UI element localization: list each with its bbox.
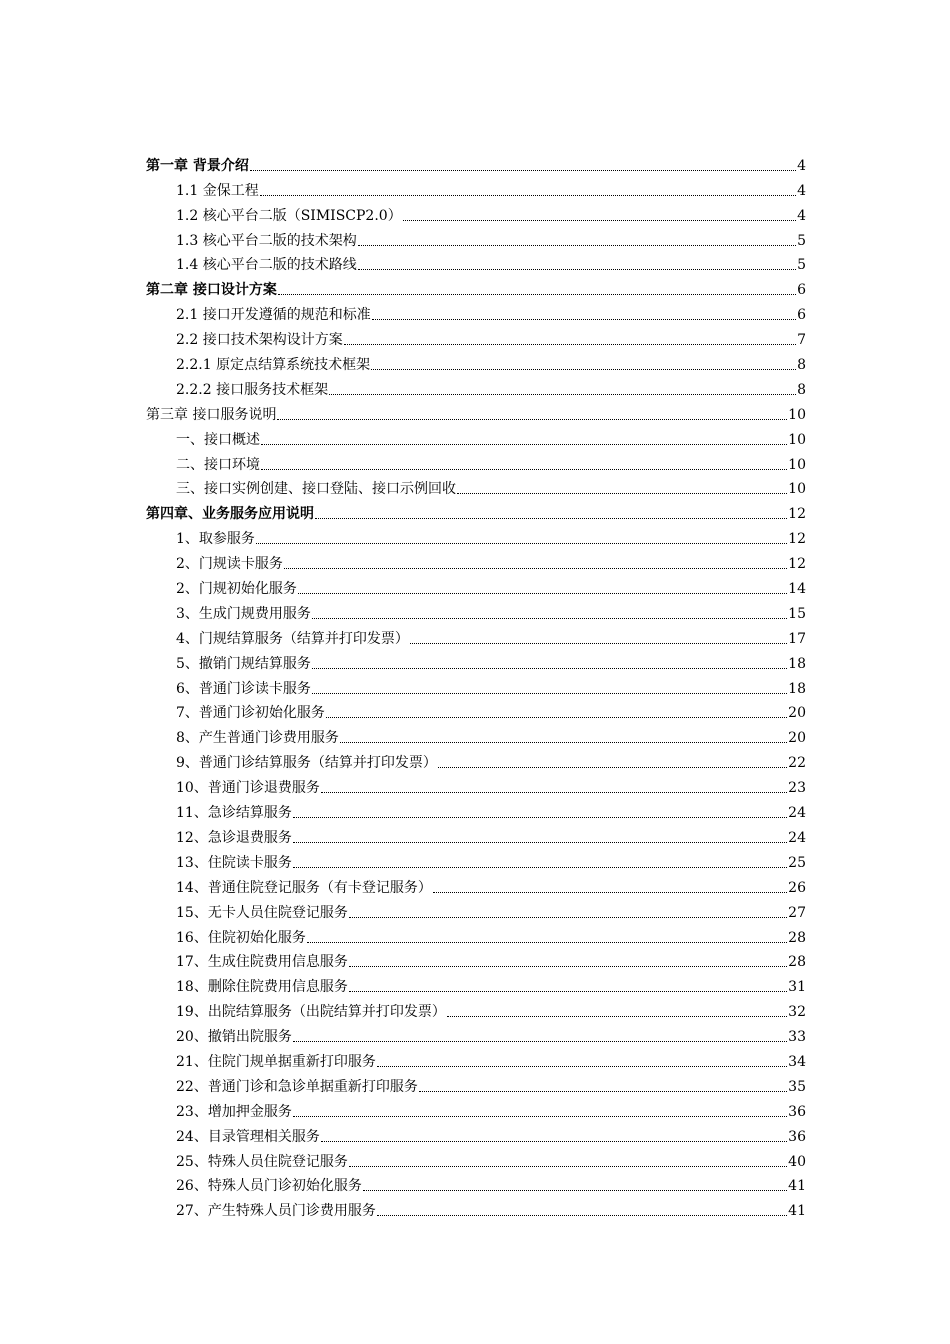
toc-entry-title: 1.1 金保工程: [176, 182, 259, 199]
toc-page-number: 20: [788, 705, 806, 722]
toc-page-number: 12: [788, 556, 806, 573]
toc-dot-leader: [260, 182, 796, 196]
toc-dot-leader: [340, 729, 787, 743]
toc-page-number: 33: [788, 1029, 806, 1046]
toc-section-entry[interactable]: [146, 424, 806, 449]
table-of-contents: [146, 150, 806, 1220]
toc-page-number: 4: [797, 157, 806, 174]
toc-dot-leader: [372, 306, 796, 320]
toc-entry-title: 二、接口环境: [176, 456, 260, 473]
toc-page-number: 18: [788, 680, 806, 697]
toc-entry-title: 18、删除住院费用信息服务: [176, 979, 348, 996]
toc-section-entry[interactable]: [146, 324, 806, 349]
toc-dot-leader: [321, 779, 787, 793]
toc-dot-leader: [250, 157, 796, 171]
toc-section-entry[interactable]: [146, 548, 806, 573]
toc-dot-leader: [349, 1153, 787, 1167]
toc-page-number: 4: [797, 182, 806, 199]
toc-entry-title: 27、产生特殊人员门诊费用服务: [176, 1203, 376, 1220]
toc-chapter-entry[interactable]: [146, 274, 806, 299]
toc-page-number: 10: [788, 406, 806, 423]
toc-dot-leader: [363, 1177, 787, 1191]
toc-dot-leader: [358, 232, 796, 246]
toc-dot-leader: [293, 854, 787, 868]
toc-section-entry[interactable]: [146, 698, 806, 723]
toc-section-entry[interactable]: [146, 374, 806, 399]
toc-dot-leader: [277, 406, 787, 420]
toc-entry-title: 12、急诊退费服务: [176, 829, 292, 846]
toc-dot-leader: [312, 605, 787, 619]
toc-entry-title: 15、无卡人员住院登记服务: [176, 904, 348, 921]
toc-section-entry[interactable]: [146, 573, 806, 598]
toc-entry-title: 9、普通门诊结算服务（结算并打印发票）: [176, 755, 437, 772]
toc-page-number: 10: [788, 481, 806, 498]
toc-page-number: 32: [788, 1004, 806, 1021]
toc-page-number: 23: [788, 780, 806, 797]
toc-entry-title: 8、产生普通门诊费用服务: [176, 730, 339, 747]
toc-page-number: 36: [788, 1128, 806, 1145]
toc-page-number: 28: [788, 929, 806, 946]
toc-section-entry[interactable]: [146, 1071, 806, 1096]
toc-entry-title: 1、取参服务: [176, 531, 255, 548]
toc-section-entry[interactable]: [146, 822, 806, 847]
toc-page-number: 35: [788, 1078, 806, 1095]
toc-dot-leader: [293, 829, 787, 843]
toc-section-entry[interactable]: [146, 1046, 806, 1071]
toc-entry-title: 2、门规读卡服务: [176, 556, 283, 573]
toc-entry-title: 2.1 接口开发遵循的规范和标准: [176, 307, 371, 324]
toc-page-number: 34: [788, 1053, 806, 1070]
toc-dot-leader: [403, 207, 796, 221]
toc-dot-leader: [321, 1128, 787, 1142]
toc-section-entry[interactable]: [146, 299, 806, 324]
toc-section-entry[interactable]: [146, 648, 806, 673]
toc-dot-leader: [349, 953, 787, 967]
toc-section-entry[interactable]: [146, 847, 806, 872]
toc-entry-title: 7、普通门诊初始化服务: [176, 705, 325, 722]
toc-dot-leader: [261, 456, 787, 470]
toc-dot-leader: [312, 655, 787, 669]
toc-section-entry[interactable]: [146, 200, 806, 225]
toc-dot-leader: [326, 704, 787, 718]
toc-entry-title: 19、出院结算服务（出院结算并打印发票）: [176, 1004, 446, 1021]
toc-section-entry[interactable]: [146, 1096, 806, 1121]
toc-entry-title: 26、特殊人员门诊初始化服务: [176, 1178, 362, 1195]
toc-section-entry[interactable]: [146, 722, 806, 747]
toc-section-entry[interactable]: [146, 175, 806, 200]
toc-section-entry[interactable]: [146, 598, 806, 623]
toc-dot-leader: [377, 1202, 787, 1216]
toc-entry-title: 一、接口概述: [176, 431, 260, 448]
toc-section-entry[interactable]: [146, 349, 806, 374]
toc-entry-title: 第二章 接口设计方案: [146, 282, 277, 299]
toc-entry-title: 6、普通门诊读卡服务: [176, 680, 311, 697]
toc-page-number: 10: [788, 456, 806, 473]
toc-section-entry[interactable]: [146, 623, 806, 648]
toc-page-number: 14: [788, 581, 806, 598]
toc-entry-title: 1.2 核心平台二版（SIMISCP2.0）: [176, 207, 402, 224]
toc-entry-title: 23、增加押金服务: [176, 1103, 292, 1120]
toc-section-entry[interactable]: [146, 1146, 806, 1171]
toc-page-number: 26: [788, 879, 806, 896]
toc-dot-leader: [312, 680, 787, 694]
toc-section-entry[interactable]: [146, 947, 806, 972]
toc-dot-leader: [371, 356, 796, 370]
toc-page-number: 4: [797, 207, 806, 224]
toc-section-entry[interactable]: [146, 673, 806, 698]
toc-entry-title: 1.3 核心平台二版的技术架构: [176, 232, 357, 249]
toc-entry-title: 2、门规初始化服务: [176, 581, 297, 598]
toc-dot-leader: [315, 505, 787, 519]
toc-dot-leader: [284, 555, 787, 569]
toc-page-number: 27: [788, 904, 806, 921]
toc-section-entry[interactable]: [146, 897, 806, 922]
toc-page-number: 22: [788, 755, 806, 772]
toc-entry-title: 2.2.2 接口服务技术框架: [176, 381, 329, 398]
toc-entry-title: 10、普通门诊退费服务: [176, 780, 320, 797]
toc-page-number: 12: [788, 506, 806, 523]
toc-section-entry[interactable]: [146, 1021, 806, 1046]
toc-entry-title: 24、目录管理相关服务: [176, 1128, 320, 1145]
toc-entry-title: 20、撤销出院服务: [176, 1029, 292, 1046]
toc-page-number: 41: [788, 1178, 806, 1195]
toc-dot-leader: [438, 754, 787, 768]
toc-entry-title: 1.4 核心平台二版的技术路线: [176, 257, 357, 274]
toc-page-number: 7: [797, 332, 806, 349]
toc-section-entry[interactable]: [146, 872, 806, 897]
toc-page-number: 8: [797, 357, 806, 374]
toc-page-number: 40: [788, 1153, 806, 1170]
toc-dot-leader: [256, 530, 787, 544]
toc-section-entry[interactable]: [146, 772, 806, 797]
toc-page-number: 24: [788, 805, 806, 822]
toc-entry-title: 25、特殊人员住院登记服务: [176, 1153, 348, 1170]
toc-dot-leader: [307, 929, 787, 943]
toc-dot-leader: [410, 630, 787, 644]
toc-page-number: 6: [797, 307, 806, 324]
toc-page-number: 31: [788, 979, 806, 996]
toc-section-entry[interactable]: [146, 747, 806, 772]
toc-section-entry[interactable]: [146, 523, 806, 548]
toc-section-entry[interactable]: [146, 225, 806, 250]
toc-section-entry[interactable]: [146, 996, 806, 1021]
toc-chapter-entry[interactable]: [146, 150, 806, 175]
toc-dot-leader: [358, 256, 796, 270]
toc-entry-title: 三、接口实例创建、接口登陆、接口示例回收: [176, 481, 456, 498]
toc-entry-title: 3、生成门规费用服务: [176, 605, 311, 622]
toc-entry-title: 4、门规结算服务（结算并打印发票）: [176, 630, 409, 647]
toc-entry-title: 11、急诊结算服务: [176, 805, 292, 822]
toc-page-number: 36: [788, 1103, 806, 1120]
toc-entry-title: 第一章 背景介绍: [146, 157, 249, 174]
toc-section-entry[interactable]: [146, 1195, 806, 1220]
toc-page-number: 15: [788, 605, 806, 622]
toc-dot-leader: [419, 1078, 787, 1092]
toc-page-number: 10: [788, 431, 806, 448]
toc-page-number: 6: [797, 282, 806, 299]
toc-entry-title: 17、生成住院费用信息服务: [176, 954, 348, 971]
toc-page-number: 18: [788, 655, 806, 672]
toc-chapter-entry[interactable]: [146, 498, 806, 523]
toc-entry-title: 第三章 接口服务说明: [146, 406, 277, 423]
toc-page-number: 41: [788, 1203, 806, 1220]
toc-page-number: 17: [788, 630, 806, 647]
toc-dot-leader: [293, 804, 787, 818]
toc-page-number: 25: [788, 854, 806, 871]
toc-entry-title: 16、住院初始化服务: [176, 929, 306, 946]
toc-page-number: 5: [797, 257, 806, 274]
toc-entry-title: 22、普通门诊和急诊单据重新打印服务: [176, 1078, 418, 1095]
toc-section-entry[interactable]: [146, 1121, 806, 1146]
toc-entry-title: 2.2 接口技术架构设计方案: [176, 332, 343, 349]
toc-page-number: 12: [788, 531, 806, 548]
toc-page-number: 5: [797, 232, 806, 249]
toc-dot-leader: [278, 281, 796, 295]
toc-entry-title: 14、普通住院登记服务（有卡登记服务）: [176, 879, 432, 896]
toc-dot-leader: [349, 978, 787, 992]
toc-chapter-entry[interactable]: [146, 399, 806, 424]
toc-dot-leader: [293, 1028, 787, 1042]
toc-section-entry[interactable]: [146, 797, 806, 822]
toc-page-number: 28: [788, 954, 806, 971]
toc-dot-leader: [344, 331, 796, 345]
toc-entry-title: 13、住院读卡服务: [176, 854, 292, 871]
toc-section-entry[interactable]: [146, 250, 806, 275]
toc-section-entry[interactable]: [146, 971, 806, 996]
toc-entry-title: 5、撤销门规结算服务: [176, 655, 311, 672]
toc-page-number: 8: [797, 381, 806, 398]
toc-page-number: 20: [788, 730, 806, 747]
toc-dot-leader: [261, 431, 787, 445]
toc-section-entry[interactable]: [146, 1171, 806, 1196]
toc-dot-leader: [329, 381, 796, 395]
toc-entry-title: 第四章、业务服务应用说明: [146, 506, 314, 523]
toc-dot-leader: [293, 1103, 787, 1117]
toc-entry-title: 21、住院门规单据重新打印服务: [176, 1053, 376, 1070]
toc-dot-leader: [457, 480, 787, 494]
toc-dot-leader: [349, 904, 787, 918]
toc-entry-title: 2.2.1 原定点结算系统技术框架: [176, 357, 371, 374]
toc-dot-leader: [377, 1053, 787, 1067]
toc-dot-leader: [298, 580, 787, 594]
toc-section-entry[interactable]: [146, 449, 806, 474]
toc-dot-leader: [433, 879, 787, 893]
toc-section-entry[interactable]: [146, 922, 806, 947]
toc-page-number: 24: [788, 829, 806, 846]
toc-section-entry[interactable]: [146, 474, 806, 499]
toc-dot-leader: [447, 1003, 787, 1017]
